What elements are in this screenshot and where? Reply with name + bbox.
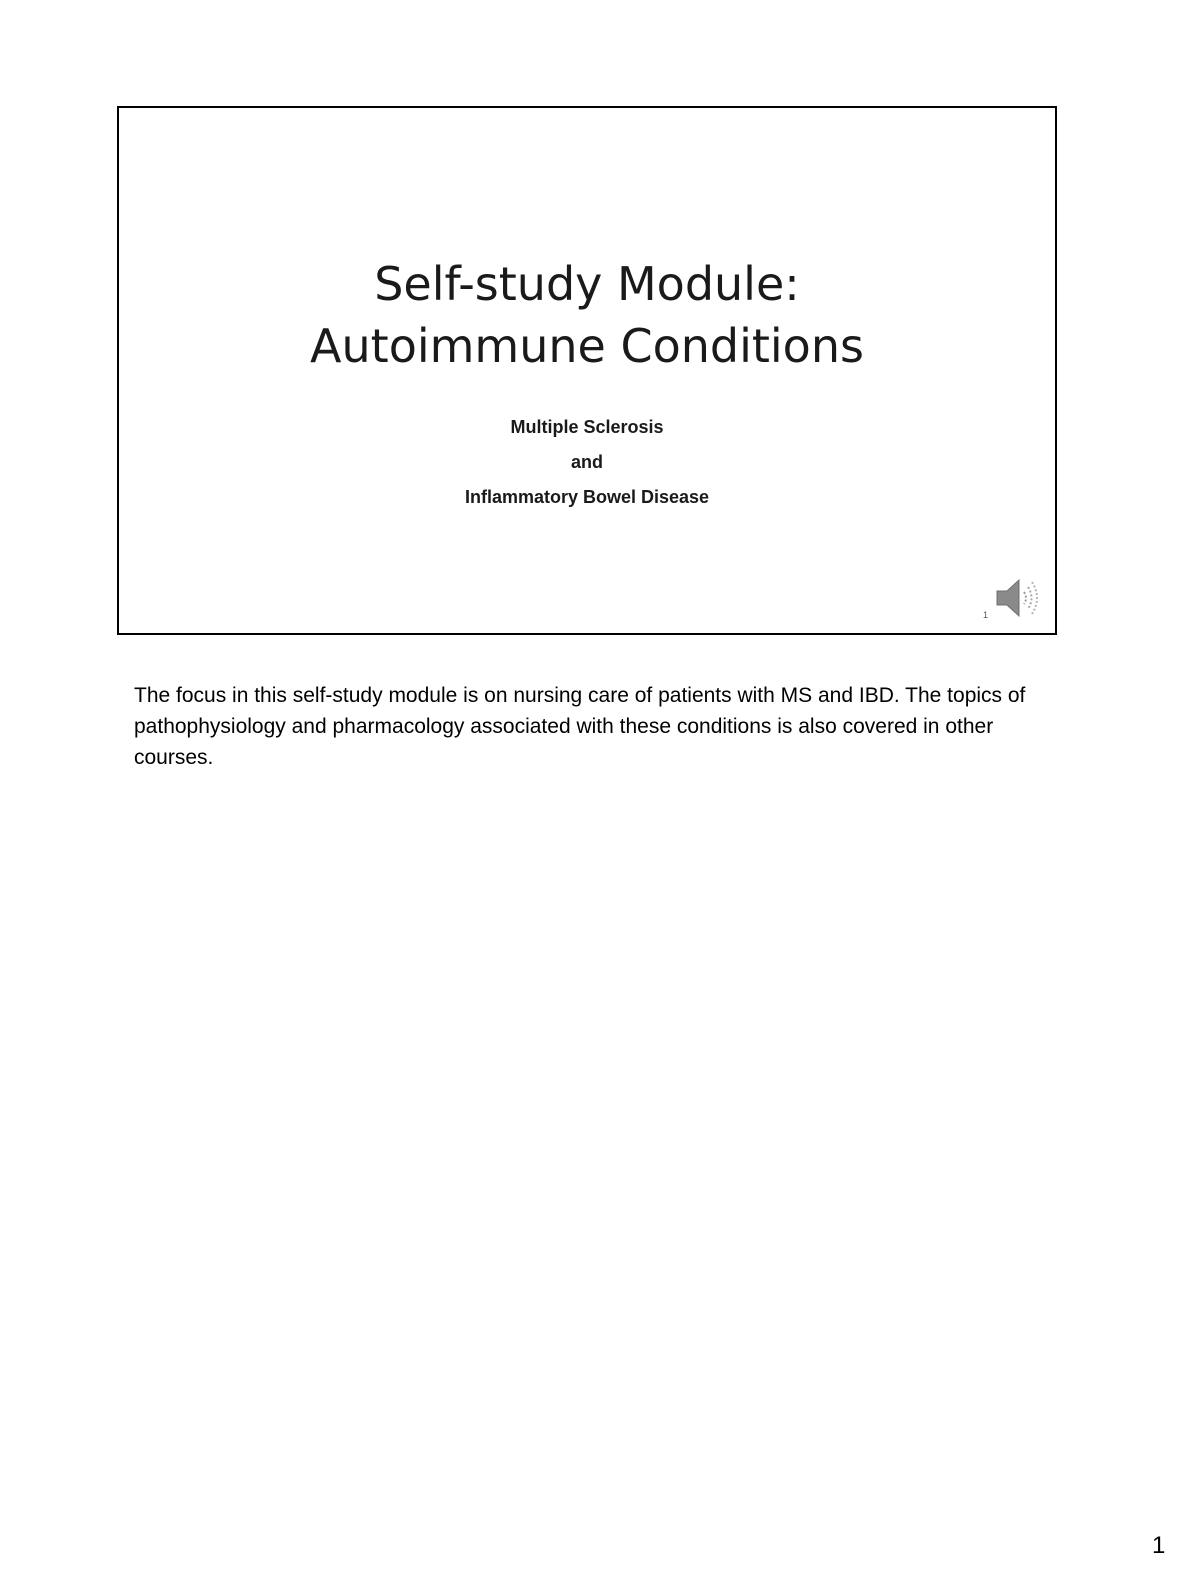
slide-title (119, 253, 1055, 377)
subtitle-line1: Multiple Sclerosis (510, 417, 664, 437)
subtitle-line2: and (570, 452, 603, 472)
slide-title-line2: Autoimmune Conditions (310, 319, 864, 373)
slide-frame (117, 106, 1057, 635)
slide-title-line1: Self-study Module: (374, 257, 800, 311)
slide-subtitle (119, 410, 1055, 515)
subtitle-line3: Inflammatory Bowel Disease (464, 487, 710, 507)
slide-number: 1 (983, 610, 989, 620)
speaker-notes: The focus in this self-study module is on nursing care of patients with MS and IBD. The topics of pathophysiology and pharmacology associated with these conditions is also covered in other courses. (134, 684, 1026, 769)
page-number: 1 (1152, 1532, 1166, 1559)
speaker-icon[interactable] (993, 574, 1041, 622)
